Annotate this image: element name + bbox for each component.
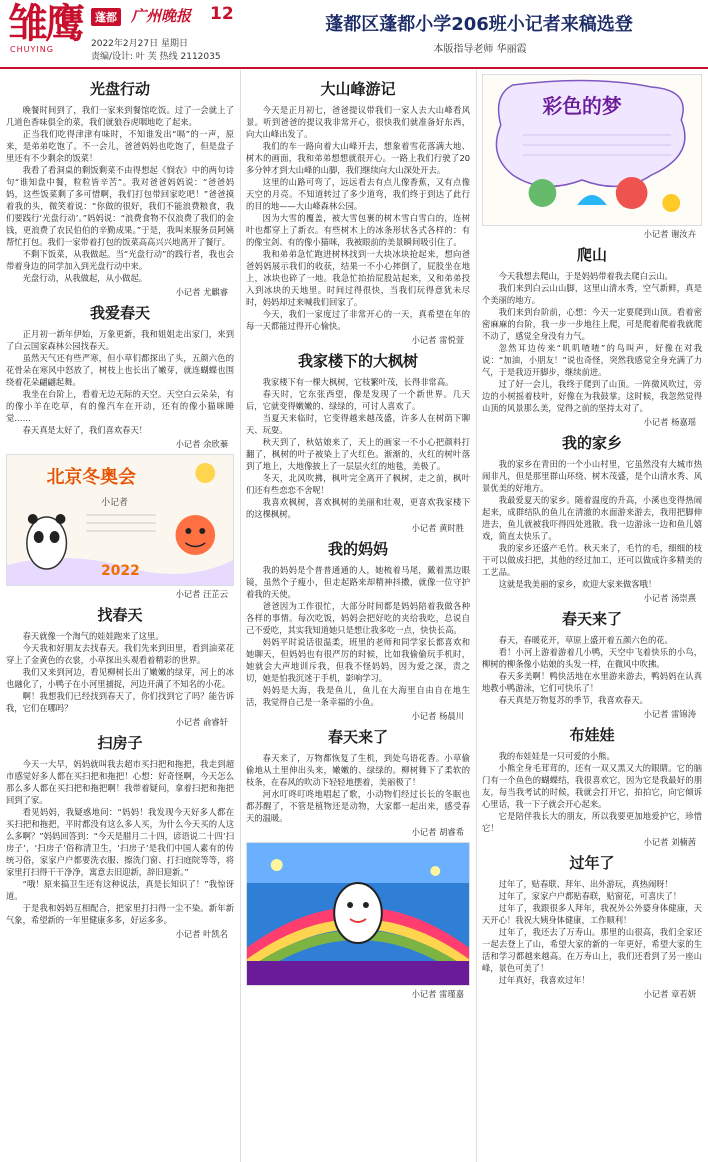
article-picture <box>6 454 234 586</box>
article <box>246 538 470 722</box>
article-author: 小记者 杨嘉瑶 <box>643 417 696 427</box>
article <box>246 842 470 1000</box>
article-title: 找春天 <box>97 606 143 624</box>
article-paragraph: 爸爸因为工作很忙，大部分时间都是妈妈陪着我做各种各样的事情。每次吃饭，妈妈会把好吃的夹给我吃，总说自己不爱吃，其实我知道她只是想让我多吃一点，快快长高。 <box>246 601 470 635</box>
article-author: 小记者 胡睿希 <box>411 827 464 837</box>
article-paragraph: 河水叮咚叮咚地唱起了歌，小动物们经过长长的冬眠也都苏醒了，不管是植物还是动物，大家都一起出来，感受春天的温暖。 <box>246 789 470 823</box>
article-author: 小记者 汪芷云 <box>175 589 228 599</box>
article-author: 小记者 谢汝卉 <box>643 229 696 239</box>
article-paragraph: 我看了看洞桌的剩饭剩菜不由得想起《悯农》中的两句诗句“谁知盘中餐，粒粒皆辛苦”。我对爸爸妈妈说：“爸爸妈妈，这些饭菜剩了多可惜啊，我们打包带回家吃吧！”爸爸摸着我的头，微笑着说：“你做的很好，我们不能浪费粮食，我们要践行‘光盘行动’。”妈妈说：“浪费食物不仅浪费了我们的金钱，更浪费了农民伯伯的辛勤成果。”于是，我叫来服务员阿姨帮忙打包。我们一家带着打包的饭菜高高兴兴地离开了餐厅。 <box>6 165 234 247</box>
article-paragraph: 我的家乡在青田的一个小山村里，它虽然没有大城市热闹非凡，但是那里群山环绕、树木茂盛，是个山清水秀、风景优美的好地方。 <box>482 459 702 493</box>
article-paragraph: 春天，春暖花开，草原上盛开着五颜六色的花。 <box>498 635 673 645</box>
article-title: 我的家乡 <box>561 434 622 452</box>
teacher-credit: 本版指导老师 华丽霞 <box>433 44 527 55</box>
article-paragraph: 过年了，贴春联、拜年、出外游玩，真热闹呀！ <box>498 879 673 889</box>
editor-line: 责编/设计: 叶 芙 热线 2112035 <box>91 52 221 62</box>
picture-note: 小记者 <box>101 497 128 509</box>
article-paragraph: 虽然天气还有些严寒，但小草们都探出了头，五颜六色的花骨朵在寒风中怒放了，树枝上也长出了嫩芽，就连蝴蝶也围绕着花朵翩翩起舞。 <box>6 353 234 387</box>
column-middle <box>246 74 470 1004</box>
article-paragraph: 因为大雪的覆盖，被大雪包裹的树木雪白雪白的，连树叶也都穿上了新衣。有些树木上的冰条形状各式各样的：有的像宝剑、有的像小猫咪，我被眼前的美景瞬间吸引住了。 <box>246 213 470 247</box>
article <box>246 350 470 534</box>
article-author: 小记者 黄时胜 <box>411 523 464 533</box>
article-paragraph: 我和弟弟急忙跑进树林找到一大块冰块抢起来，想向爸爸妈妈展示我们的收获，结果一不小心摔倒了，屁股坐在地上，冰块也碎了一地。我急忙抬抬屁股站起来，又和弟弟投入到冰块的天地里。时间过得很快，当我们玩得意犹未尽时，妈妈却过来喊我们回家了。 <box>246 249 470 307</box>
article <box>246 726 470 838</box>
column-right <box>482 74 702 1004</box>
article-paragraph: 春天多美啊！鸭快活地在水里游来游去，鸭妈妈在认真地教小鸭游泳，它们可快乐了！ <box>482 671 702 693</box>
article-paragraph: 妈妈是大海，我是鱼儿，鱼儿在大海里自由自在地生活，我觉得自己是一条幸福的小鱼。 <box>246 685 470 707</box>
article-paragraph: 过了好一会儿，我终于爬到了山顶。一阵微风吹过，旁边的小树摇着枝叶，好像在为我鼓掌。这时候，我忽然觉得山顶的风景那么美，觉得之前的坚持太对了。 <box>482 379 702 413</box>
article-title: 春天来了 <box>561 610 622 628</box>
article-title: 光盘行动 <box>89 80 150 98</box>
article-author: 小记者 雷锦涛 <box>643 709 696 719</box>
article-paragraph: 我喜欢枫树，喜欢枫树的美丽和壮观，更喜欢我家楼下的这棵枫树。 <box>246 497 470 519</box>
article-paragraph: 过年了，我跟很多人拜年，我祝外公外婆身体健康，天天开心！我祝大姨身体健康，工作顺利！ <box>482 903 702 925</box>
picture-caption: 彩色的梦 <box>542 94 622 119</box>
article <box>6 302 234 450</box>
article <box>6 454 234 600</box>
article-paragraph: 我的妈妈是个普普通通的人，她梳着马尾，戴着黑边眼镜，虽然个子瘦小，但走起路来却精神抖擞，就像一位守护着我的天使。 <box>246 565 470 599</box>
article-author: 小记者 章若妍 <box>643 989 696 999</box>
issue-date: 2022年2月27日 星期日 <box>91 39 188 49</box>
article-paragraph: 今天我想去爬山，于是妈妈带着我去爬白云山。 <box>498 271 673 281</box>
article-paragraph: 今天一大早，妈妈就叫我去超市买扫把和拖把，我走到超市感觉好多人都在买扫把和拖把！心想：好奇怪啊，今天怎么那么多人都在买扫把和拖把啊！我带着疑问，拿着扫把和拖把回到了家。 <box>6 759 234 805</box>
article-paragraph: 这里的山路可弯了，远远看去有点儿像香蕉，又有点像天空的月亮。不知道转过了多少道弯，我们终于到达了此行的目的地——大山峰森林公园。 <box>246 177 470 211</box>
article-paragraph: 光盘行动，从我做起，从小做起。 <box>22 273 148 283</box>
article-paragraph: 过年真好，我喜欢过年！ <box>498 975 590 985</box>
article-author: 小记者 尤麒睿 <box>175 287 228 297</box>
article-picture <box>246 842 470 986</box>
article-title: 扫房子 <box>97 734 143 752</box>
article-paragraph: 看见妈妈，我疑惑地问：“妈妈！我发现今天好多人都在买扫把和拖把，平时都没有这么多人买，为什么今天买的人这么多啊？”妈妈回答到：“今天是腊月二十四，谚语说二十四‘扫房子’，‘扫房子’俗称清卫生，‘扫房子’是我们中国人素有的传统习俗，家家户户都要洗衣服、擦洗门窗、打扫庭院等等，将家里打扫得干干净净，寓意去旧迎新，辞旧迎新。” <box>6 807 234 877</box>
article-paragraph: 春天时，它东张西望，像是发现了一个新世界。几天后，它就变得嫩嫩的、绿绿的，可讨人喜欢了。 <box>246 389 470 411</box>
article-author: 小记者 叶凯名 <box>175 929 228 939</box>
article-paragraph: 今天，我们一家度过了非常开心的一天，真希望在年的每一天都能过得开心愉快。 <box>246 309 470 331</box>
article-title: 过年了 <box>569 854 615 872</box>
paper-logo: 雏鹰 <box>8 0 82 47</box>
masthead <box>0 0 708 66</box>
article-paragraph: 我的布娃娃是一只可爱的小熊。 <box>498 751 615 761</box>
article-paragraph: 小熊全身毛茸茸的，还有一双又黑又大的眼睛。它的脑门有一个鱼色的蝴蝶结，我很喜欢它，因为它是我最好的朋友，每当我考试的时候，我就会打开它，拍拍它，向它倾诉心里话，我一下子就会开心起来。 <box>482 763 702 809</box>
article <box>482 244 702 428</box>
article-author: 小记者 汤崇熹 <box>643 593 696 603</box>
article-paragraph: 春天真是太好了，我们喜欢春天！ <box>22 425 148 435</box>
article-paragraph: “哦！原来搞卫生还有这种说法，真是长知识了！”我惊讶道。 <box>6 879 234 901</box>
article-author: 小记者 杨晨川 <box>411 711 464 721</box>
section-tag: 蓬都 <box>91 8 121 26</box>
article-paragraph: 秋天到了，秋姑娘来了，天上的画家一不小心把颜料打翻了，枫树的叶子被染上了火红色。渐渐的，火红的树叶落到了地上，大地像披上了一层层火红的地毯，美极了。 <box>246 437 470 471</box>
article-paragraph: 看！小河上游着游着几小鸭，天空中飞着快乐的小鸟，柳树的柳条像小姑娘的头发一样，在微风中吹拂。 <box>482 647 702 669</box>
article <box>6 604 234 728</box>
article-paragraph: 我最爱夏天的家乡。随着温度的升高，小溪也变得热闹起来，成群结队的鱼儿在清澈的水面游来游去，我用把脚伸进去，鱼儿就被我吓得四处逃散。我一边游泳一边和鱼儿嬉戏，简直太快乐了。 <box>482 495 702 541</box>
article-title: 春天来了 <box>327 728 388 746</box>
article-paragraph: 这就是我美丽的家乡，欢迎大家来做客哦！ <box>498 579 657 589</box>
article-paragraph: 我们来到白云山山脚，这里山清水秀，空气新鲜，真是个美丽的地方。 <box>482 283 702 305</box>
article-title: 爬山 <box>576 246 607 264</box>
article <box>482 74 702 240</box>
article-author: 小记者 俞睿轩 <box>175 717 228 727</box>
article-paragraph: 于是我和妈妈互相配合，把家里打扫得一尘不染。新年新气象，希望新的一年里健康多多，好运多多。 <box>6 903 234 925</box>
masthead-rule <box>0 67 708 69</box>
article <box>482 852 702 1000</box>
article <box>482 724 702 848</box>
article <box>246 78 470 346</box>
article-paragraph: 我的家乡还盛产毛竹。秋天来了，毛竹的毛，细细的枝干可以做成扫把，其他的经过加工，还可以做成许多精美的工艺品。 <box>482 543 702 577</box>
article-paragraph: 妈妈平时说话很温柔，班里的老师和同学家长都喜欢和她聊天，但妈妈也有很严厉的时候，比如我偷偷玩手机时，她就会大声地训斥我，但我不怪妈妈，因为爱之深，责之切，她是怕我沉迷于手机，影响学习。 <box>246 637 470 683</box>
article <box>6 732 234 940</box>
article-paragraph: 冬天，北风吹拂，枫叶完全离开了枫树，走之前，枫叶们还有些恋恋不舍呢！ <box>246 473 470 495</box>
paper-logo-sub: CHUYING <box>10 45 54 54</box>
article-paragraph: 它是陪伴我长大的朋友，所以我要更加地爱护它，珍惜它！ <box>482 811 702 833</box>
page-number: 12 <box>210 4 234 24</box>
article-picture <box>482 74 702 226</box>
article-paragraph: 晚餐时间到了，我们一家来到餐馆吃饭。过了一会就上了几道色香味俱全的菜，我们就狼吞虎咽地吃了起来。 <box>6 105 234 127</box>
article-paragraph: 我家楼下有一棵大枫树，它枝繁叶茂，长得非常高。 <box>262 377 454 387</box>
article-paragraph: 过年了，我还去了万寿山。那里的山很高，我们全家还一起去登上了山，希望大家的新的一年更好，希望大家的生活和学习都越来越高。在万寿山上，我们还看到了另一座山峰，景色可美了！ <box>482 927 702 973</box>
article <box>482 608 702 720</box>
picture-caption: 北京冬奥会 <box>46 466 136 489</box>
column-divider <box>476 70 477 1162</box>
article-author: 小记者 雷瑾嘉 <box>411 989 464 999</box>
article-title: 我的妈妈 <box>327 540 388 558</box>
article-paragraph: 春天就像一个淘气的娃娃跑来了这里。 <box>22 631 164 641</box>
column-divider <box>240 70 241 1162</box>
article-title: 大山峰游记 <box>320 80 396 98</box>
article-paragraph: 今天我和好朋友去找春天。我们先来到田里，看到油菜花穿上了金黄色的衣裳，小草探出头观看着精彩的世界。 <box>6 643 234 665</box>
article-author: 小记者 余欣蓁 <box>175 439 228 449</box>
column-left <box>6 74 234 944</box>
article-paragraph: 正当我们吃得津津有味时，不知谁发出“嗝”的一声，原来，是弟弟吃饱了。不一会儿，爸爸妈妈也吃饱了，但是盘子里还有不少剩余的饭菜！ <box>6 129 234 163</box>
article <box>482 432 702 604</box>
article-paragraph: 春天真是万物复苏的季节，我喜欢春天。 <box>498 695 648 705</box>
article-paragraph: 我们又来到河边，看见柳树长出了嫩嫩的绿芽，河上的冰也融化了，小鸭子在小河里捕捉，河边开满了不知名的小花。 <box>6 667 234 689</box>
article-paragraph: 春天来了，万物都恢复了生机，到处鸟语花香。小草偷偷地从土里伸出头来，嫩嫩的、绿绿的。柳树舞下了柔软的枝条，在春风的吹动下轻轻地摆着，美丽极了！ <box>246 753 470 787</box>
article-author: 小记者 雷悦萱 <box>411 335 464 345</box>
article-paragraph: 我们的车一路向着大山峰开去，想象着雪花落满大地、树木的画面，我和弟弟想想就很开心。一路上我们行驶了20多分钟才到大山峰的山脚，我们继续向大山深处开去。 <box>246 141 470 175</box>
paper-name: 广州晚报 <box>131 7 192 25</box>
article-paragraph: 当夏天来临时，它变得越来越茂盛，许多人在树荫下聊天、玩耍。 <box>246 413 470 435</box>
article-paragraph: 啊！我想我们已经找到春天了，你们找到它了吗？能告诉我，它们在哪吗？ <box>6 691 234 713</box>
article <box>6 78 234 298</box>
article-author: 小记者 刘楠茜 <box>643 837 696 847</box>
article-paragraph: 正月初一新年伊始，万象更新，我和姐姐走出家门，来到了白云国家森林公园找春天。 <box>6 329 234 351</box>
article-title: 布娃娃 <box>569 726 615 744</box>
picture-year: 2022 <box>101 562 140 580</box>
article-title: 我家楼下的大枫树 <box>297 352 418 370</box>
article-title: 我爱春天 <box>89 304 150 322</box>
page-headline: 蓬都区蓬都小学206班小记者来稿选登 <box>325 14 633 35</box>
article-paragraph: 今天是正月初七，爸爸提议带我们一家人去大山峰看风景。听到爸爸的提议我非常开心，很快我们就准备好东西，向大山峰出发了。 <box>246 105 470 139</box>
article-paragraph: 不剩下饭菜，从我做起。当“光盘行动”的践行者，我也会带着身边的同学加入到光盘行动中来。 <box>6 249 234 271</box>
article-paragraph: 我们来到台阶前，心想：今天一定要爬到山顶。看着密密麻麻的台阶，我一步一步地往上爬，可是爬着爬着我就爬不动了，感觉全身没有力气。 <box>482 307 702 341</box>
article-paragraph: 我坐在台阶上，看着无边无际的天空。天空白云朵朵，有的像小羊在吃草，有的像汽车在开动，还有的像小猫咪睡觉…… <box>6 389 234 423</box>
article-paragraph: 过年了，家家户户都贴春联，贴窗花，可喜庆了！ <box>498 891 682 901</box>
article-paragraph: 忽然耳边传来“叽叽喳喳”的鸟叫声，好像在对我说：“加油，小朋友！”说也奇怪，突然我感觉全身充满了力气，于是我迈开脚步，继续前进。 <box>482 343 702 377</box>
